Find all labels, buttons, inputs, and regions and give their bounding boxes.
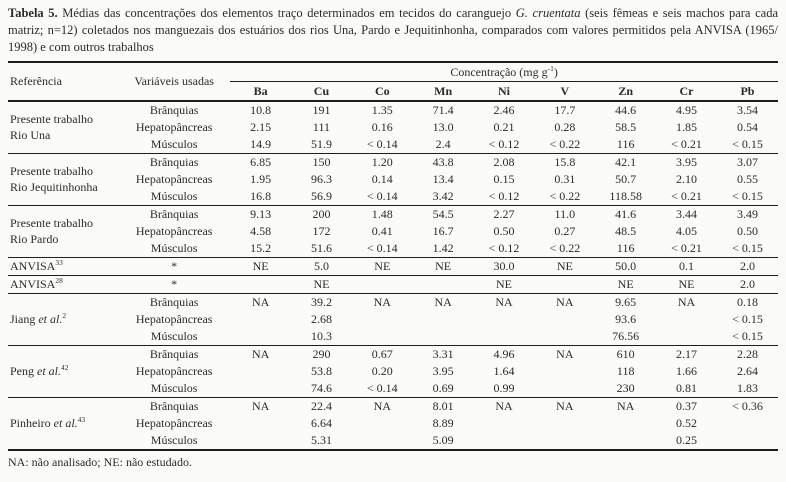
reference-name-italic: et al.	[37, 363, 61, 378]
value-cell: < 0.21	[671, 189, 702, 204]
value-cell: 76.56	[612, 329, 640, 344]
value-cell	[717, 415, 778, 432]
value-cell: NE	[595, 276, 656, 294]
value-cell: 51.6	[310, 241, 332, 256]
value-cell: < 0.15	[732, 329, 763, 344]
value-cell: NA	[474, 398, 535, 416]
value-cell: 50.0	[595, 258, 656, 276]
value-cell: 111	[312, 120, 330, 135]
value-cell: 0.99	[493, 381, 515, 396]
value-cell: 0.28	[554, 120, 576, 135]
concentration-exponent: -1	[547, 63, 554, 73]
variable-cell: Hepatopâncreas	[135, 224, 213, 239]
value-cell: < 0.12	[488, 137, 520, 152]
value-cell: 0.41	[371, 224, 393, 239]
value-cell: 610	[595, 346, 656, 364]
value-cell: 0.15	[493, 172, 515, 187]
column-header-mn: Mn	[413, 82, 474, 102]
value-cell: 5.09	[432, 433, 454, 448]
value-cell: NA	[230, 398, 291, 416]
value-cell: 0.67	[352, 346, 413, 364]
reference-citation-number: 43	[77, 414, 86, 424]
value-cell: 1.66	[676, 364, 698, 379]
table-row	[8, 276, 778, 294]
value-cell: NA	[230, 294, 291, 312]
reference-name-line2: Rio Jequitinhonha	[10, 179, 98, 194]
value-cell: 118	[616, 364, 635, 379]
value-cell: 9.13	[230, 206, 291, 224]
table-row	[8, 223, 778, 240]
value-cell: NE	[474, 276, 535, 294]
column-header-variables: Variáveis usadas	[118, 62, 230, 101]
value-cell: 2.17	[656, 346, 717, 364]
value-cell: 2.46	[474, 101, 535, 119]
reference-cell	[8, 154, 118, 206]
value-cell: 4.96	[474, 346, 535, 364]
variable-cell: Hepatopâncreas	[135, 172, 213, 187]
value-cell: 9.65	[595, 294, 656, 312]
value-cell: < 0.12	[488, 189, 520, 204]
variable-cell: Hepatopâncreas	[135, 120, 213, 135]
value-cell: 0.18	[717, 294, 778, 312]
table-row	[8, 136, 778, 154]
table-caption-text	[8, 6, 778, 54]
reference-cell	[8, 276, 118, 294]
value-cell: 48.5	[615, 224, 637, 239]
reference-name-italic: et al.	[53, 415, 78, 430]
value-cell: 2.0	[717, 276, 778, 294]
value-cell: < 0.14	[366, 137, 398, 152]
value-cell: 41.6	[595, 206, 656, 224]
table-footnote: NA: não analisado; NE: não estudado.	[8, 455, 192, 469]
value-cell: < 0.21	[671, 241, 702, 256]
value-cell: 2.0	[717, 258, 778, 276]
value-cell: 1.35	[352, 101, 413, 119]
value-cell: 0.20	[371, 364, 393, 379]
value-cell	[230, 380, 291, 398]
value-cell: 0.37	[656, 398, 717, 416]
value-cell: 43.8	[413, 154, 474, 172]
value-cell: 3.31	[413, 346, 474, 364]
reference-name: Jiang	[10, 311, 39, 326]
value-cell: < 0.12	[488, 241, 520, 256]
reference-name: Pinheiro	[10, 415, 54, 430]
value-cell: 51.9	[310, 137, 332, 152]
variable-cell: Músculos	[150, 137, 198, 152]
value-cell	[230, 328, 291, 346]
value-cell	[474, 311, 535, 328]
value-cell: NA	[534, 398, 595, 416]
table-row	[8, 398, 778, 416]
value-cell: 116	[616, 241, 635, 256]
table-row	[8, 363, 778, 380]
value-cell	[534, 328, 595, 346]
reference-cell	[8, 101, 118, 154]
value-cell: < 0.21	[671, 137, 702, 152]
value-cell: 6.64	[310, 416, 332, 431]
value-cell: 0.25	[676, 433, 698, 448]
value-cell: < 0.15	[732, 137, 763, 152]
reference-citation-number: 2	[62, 310, 67, 320]
variable-cell: Hepatopâncreas	[135, 416, 213, 431]
value-cell: 4.95	[656, 101, 717, 119]
value-cell: 13.0	[432, 120, 454, 135]
reference-name-italic: et al.	[38, 311, 63, 326]
variable-cell: Hepatopâncreas	[135, 364, 213, 379]
value-cell	[230, 276, 291, 294]
value-cell: 2.64	[736, 364, 758, 379]
reference-citation-number: 28	[55, 275, 63, 285]
value-cell	[352, 432, 413, 450]
value-cell: 0.52	[676, 416, 698, 431]
value-cell: 3.95	[432, 364, 454, 379]
value-cell: 2.10	[676, 172, 698, 187]
variable-cell: Brânquias	[118, 154, 230, 172]
value-cell: 3.95	[656, 154, 717, 172]
value-cell: < 0.15	[732, 189, 763, 204]
value-cell: 58.5	[615, 120, 637, 135]
value-cell: 8.01	[413, 398, 474, 416]
value-cell	[474, 415, 535, 432]
value-cell: 10.3	[310, 329, 332, 344]
value-cell	[413, 276, 474, 294]
concentration-label: Concentração (mg g	[450, 64, 548, 79]
value-cell: NE	[352, 258, 413, 276]
table-body	[8, 101, 778, 450]
value-cell: 0.1	[656, 258, 717, 276]
reference-name-line2: Rio Una	[10, 127, 51, 142]
value-cell: < 0.15	[732, 312, 763, 327]
column-header-concentration	[230, 62, 778, 82]
column-header-cu: Cu	[291, 82, 352, 102]
value-cell	[717, 432, 778, 450]
value-cell: 0.31	[554, 172, 576, 187]
reference-cell	[8, 206, 118, 258]
value-cell: 44.6	[595, 101, 656, 119]
value-cell: 56.9	[310, 189, 332, 204]
variable-cell: Brânquias	[118, 294, 230, 312]
value-cell: 4.58	[250, 224, 272, 239]
value-cell	[230, 415, 291, 432]
value-cell: 15.8	[534, 154, 595, 172]
value-cell: 290	[291, 346, 352, 364]
table-row	[8, 311, 778, 328]
value-cell: 8.89	[432, 416, 454, 431]
value-cell: 0.14	[371, 172, 393, 187]
value-cell: 0.81	[676, 381, 698, 396]
variable-cell: Brânquias	[118, 346, 230, 364]
caption-segment: Médias das concentrações dos elementos traço determinados em tecidos do caranguejo	[62, 6, 516, 20]
reference-cell	[8, 346, 118, 398]
value-cell: 118.58	[609, 189, 642, 204]
reference-name: ANVISA	[10, 258, 56, 273]
variable-cell: *	[118, 276, 230, 294]
table-row	[8, 119, 778, 136]
value-cell	[595, 432, 656, 450]
column-header-zn: Zn	[595, 82, 656, 102]
table-row	[8, 258, 778, 276]
reference-name: Presente trabalho	[10, 215, 93, 230]
value-cell: NA	[230, 346, 291, 364]
value-cell: NE	[291, 276, 352, 294]
value-cell	[474, 432, 535, 450]
value-cell: 1.20	[352, 154, 413, 172]
value-cell: 150	[291, 154, 352, 172]
table-row	[8, 328, 778, 346]
reference-name-line2: Rio Pardo	[10, 231, 59, 246]
value-cell: < 0.22	[549, 241, 581, 256]
variable-cell: Músculos	[150, 381, 198, 396]
value-cell: 3.42	[432, 189, 454, 204]
table-row	[8, 432, 778, 450]
reference-name: Peng	[10, 363, 37, 378]
value-cell: 1.85	[676, 120, 698, 135]
table-caption	[8, 5, 778, 56]
value-cell	[534, 311, 595, 328]
reference-citation-number: 42	[61, 362, 69, 372]
value-cell: 11.0	[534, 206, 595, 224]
table-row	[8, 380, 778, 398]
value-cell: 1.48	[352, 206, 413, 224]
value-cell: 50.7	[615, 172, 637, 187]
value-cell: 6.85	[230, 154, 291, 172]
value-cell: 4.05	[676, 224, 698, 239]
column-header-ba: Ba	[230, 82, 291, 102]
variable-cell: Músculos	[150, 189, 198, 204]
value-cell: 3.49	[717, 206, 778, 224]
value-cell: < 0.15	[732, 241, 763, 256]
column-header-cr: Cr	[656, 82, 717, 102]
reference-name: ANVISA	[10, 276, 56, 291]
value-cell: NA	[352, 294, 413, 312]
value-cell: 1.64	[493, 364, 515, 379]
value-cell	[595, 415, 656, 432]
value-cell	[352, 328, 413, 346]
value-cell: 54.5	[413, 206, 474, 224]
column-header-reference: Referência	[8, 62, 118, 101]
reference-citation-number: 33	[55, 257, 63, 267]
variable-cell: Hepatopâncreas	[135, 312, 213, 327]
table-row	[8, 240, 778, 258]
value-cell	[413, 328, 474, 346]
variable-cell: Músculos	[150, 241, 198, 256]
value-cell: 1.42	[432, 241, 454, 256]
reference-name: Presente trabalho	[10, 111, 93, 126]
value-cell: < 0.14	[366, 241, 398, 256]
caption-segment: G. cruentata	[515, 6, 581, 20]
value-cell	[534, 276, 595, 294]
value-cell: 0.21	[493, 120, 515, 135]
value-cell: 96.3	[310, 172, 332, 187]
value-cell: 3.54	[717, 101, 778, 119]
column-header-v: V	[534, 82, 595, 102]
variable-cell: Brânquias	[118, 206, 230, 224]
value-cell: 53.8	[310, 364, 332, 379]
table-row	[8, 206, 778, 224]
value-cell: 5.0	[291, 258, 352, 276]
value-cell: 230	[616, 381, 635, 396]
table-row	[8, 171, 778, 188]
value-cell	[534, 380, 595, 398]
value-cell: NE	[413, 258, 474, 276]
table-row	[8, 415, 778, 432]
value-cell	[656, 311, 717, 328]
value-cell: < 0.14	[366, 189, 398, 204]
value-cell: 14.9	[250, 137, 272, 152]
value-cell: 17.7	[534, 101, 595, 119]
value-cell	[352, 311, 413, 328]
value-cell	[534, 363, 595, 380]
variable-cell: *	[118, 258, 230, 276]
value-cell: NA	[656, 294, 717, 312]
table-row	[8, 101, 778, 119]
value-cell: 0.55	[736, 172, 758, 187]
table-row	[8, 188, 778, 206]
value-cell: 172	[312, 224, 331, 239]
value-cell: 39.2	[291, 294, 352, 312]
caption-segment: Tabela 5.	[8, 6, 63, 20]
value-cell: 71.4	[413, 101, 474, 119]
value-cell: 200	[291, 206, 352, 224]
reference-cell	[8, 398, 118, 451]
column-header-co: Co	[352, 82, 413, 102]
value-cell: NE	[534, 258, 595, 276]
value-cell: 10.8	[230, 101, 291, 119]
value-cell: NA	[595, 398, 656, 416]
value-cell: 13.4	[432, 172, 454, 187]
value-cell: 2.4	[435, 137, 451, 152]
value-cell: 0.16	[371, 120, 393, 135]
value-cell	[352, 415, 413, 432]
variable-cell: Brânquias	[118, 398, 230, 416]
value-cell: NA	[352, 398, 413, 416]
value-cell: NE	[656, 276, 717, 294]
value-cell: 1.95	[250, 172, 272, 187]
value-cell: 30.0	[474, 258, 535, 276]
value-cell	[230, 311, 291, 328]
value-cell: 16.7	[432, 224, 454, 239]
table-row	[8, 154, 778, 172]
column-header-ni: Ni	[474, 82, 535, 102]
value-cell: 2.15	[250, 120, 272, 135]
value-cell: NA	[534, 294, 595, 312]
value-cell: NA	[474, 294, 535, 312]
reference-cell	[8, 258, 118, 276]
value-cell: 16.8	[250, 189, 272, 204]
value-cell: 5.31	[310, 433, 332, 448]
table-row	[8, 294, 778, 312]
value-cell: 93.6	[615, 312, 637, 327]
value-cell: NA	[413, 294, 474, 312]
value-cell: NE	[230, 258, 291, 276]
value-cell: < 0.22	[549, 137, 581, 152]
value-cell: 2.28	[717, 346, 778, 364]
value-cell: NA	[534, 346, 595, 364]
value-cell: 2.08	[474, 154, 535, 172]
value-cell	[534, 432, 595, 450]
value-cell	[474, 328, 535, 346]
table-header	[8, 62, 778, 101]
value-cell: 1.83	[736, 381, 758, 396]
data-table	[8, 61, 778, 451]
value-cell: 42.1	[595, 154, 656, 172]
value-cell: 0.50	[493, 224, 515, 239]
reference-cell	[8, 294, 118, 346]
value-cell	[656, 328, 717, 346]
value-cell: 0.54	[736, 120, 758, 135]
value-cell: < 0.22	[549, 189, 581, 204]
value-cell: 116	[616, 137, 635, 152]
variable-cell: Músculos	[150, 433, 198, 448]
value-cell: 22.4	[291, 398, 352, 416]
value-cell: 3.07	[717, 154, 778, 172]
value-cell	[352, 276, 413, 294]
value-cell: 2.68	[310, 312, 332, 327]
value-cell: 74.6	[310, 381, 332, 396]
column-header-pb: Pb	[717, 82, 778, 102]
value-cell: 191	[291, 101, 352, 119]
value-cell	[230, 432, 291, 450]
table-row	[8, 346, 778, 364]
value-cell: 15.2	[250, 241, 272, 256]
value-cell: 3.44	[656, 206, 717, 224]
variable-cell: Músculos	[150, 329, 198, 344]
value-cell	[534, 415, 595, 432]
value-cell: 0.69	[432, 381, 454, 396]
caption-segment: (seis fêmeas e seis machos para cada matriz; n=12) coletados nos manguezais dos estuários dos rios Una, Pardo e Jequitinhonha, comparados com valores permitidos pela ANVISA (1965/ 1998) e com outros trabalhos	[8, 6, 778, 54]
value-cell: 0.27	[554, 224, 576, 239]
value-cell: < 0.36	[717, 398, 778, 416]
value-cell: < 0.14	[366, 381, 398, 396]
reference-name: Presente trabalho	[10, 163, 93, 178]
header-row-top	[8, 62, 778, 82]
variable-cell: Brânquias	[118, 101, 230, 119]
value-cell	[230, 363, 291, 380]
concentration-label-close: )	[553, 64, 558, 79]
value-cell	[413, 311, 474, 328]
value-cell: 2.27	[474, 206, 535, 224]
value-cell: 0.50	[736, 224, 758, 239]
